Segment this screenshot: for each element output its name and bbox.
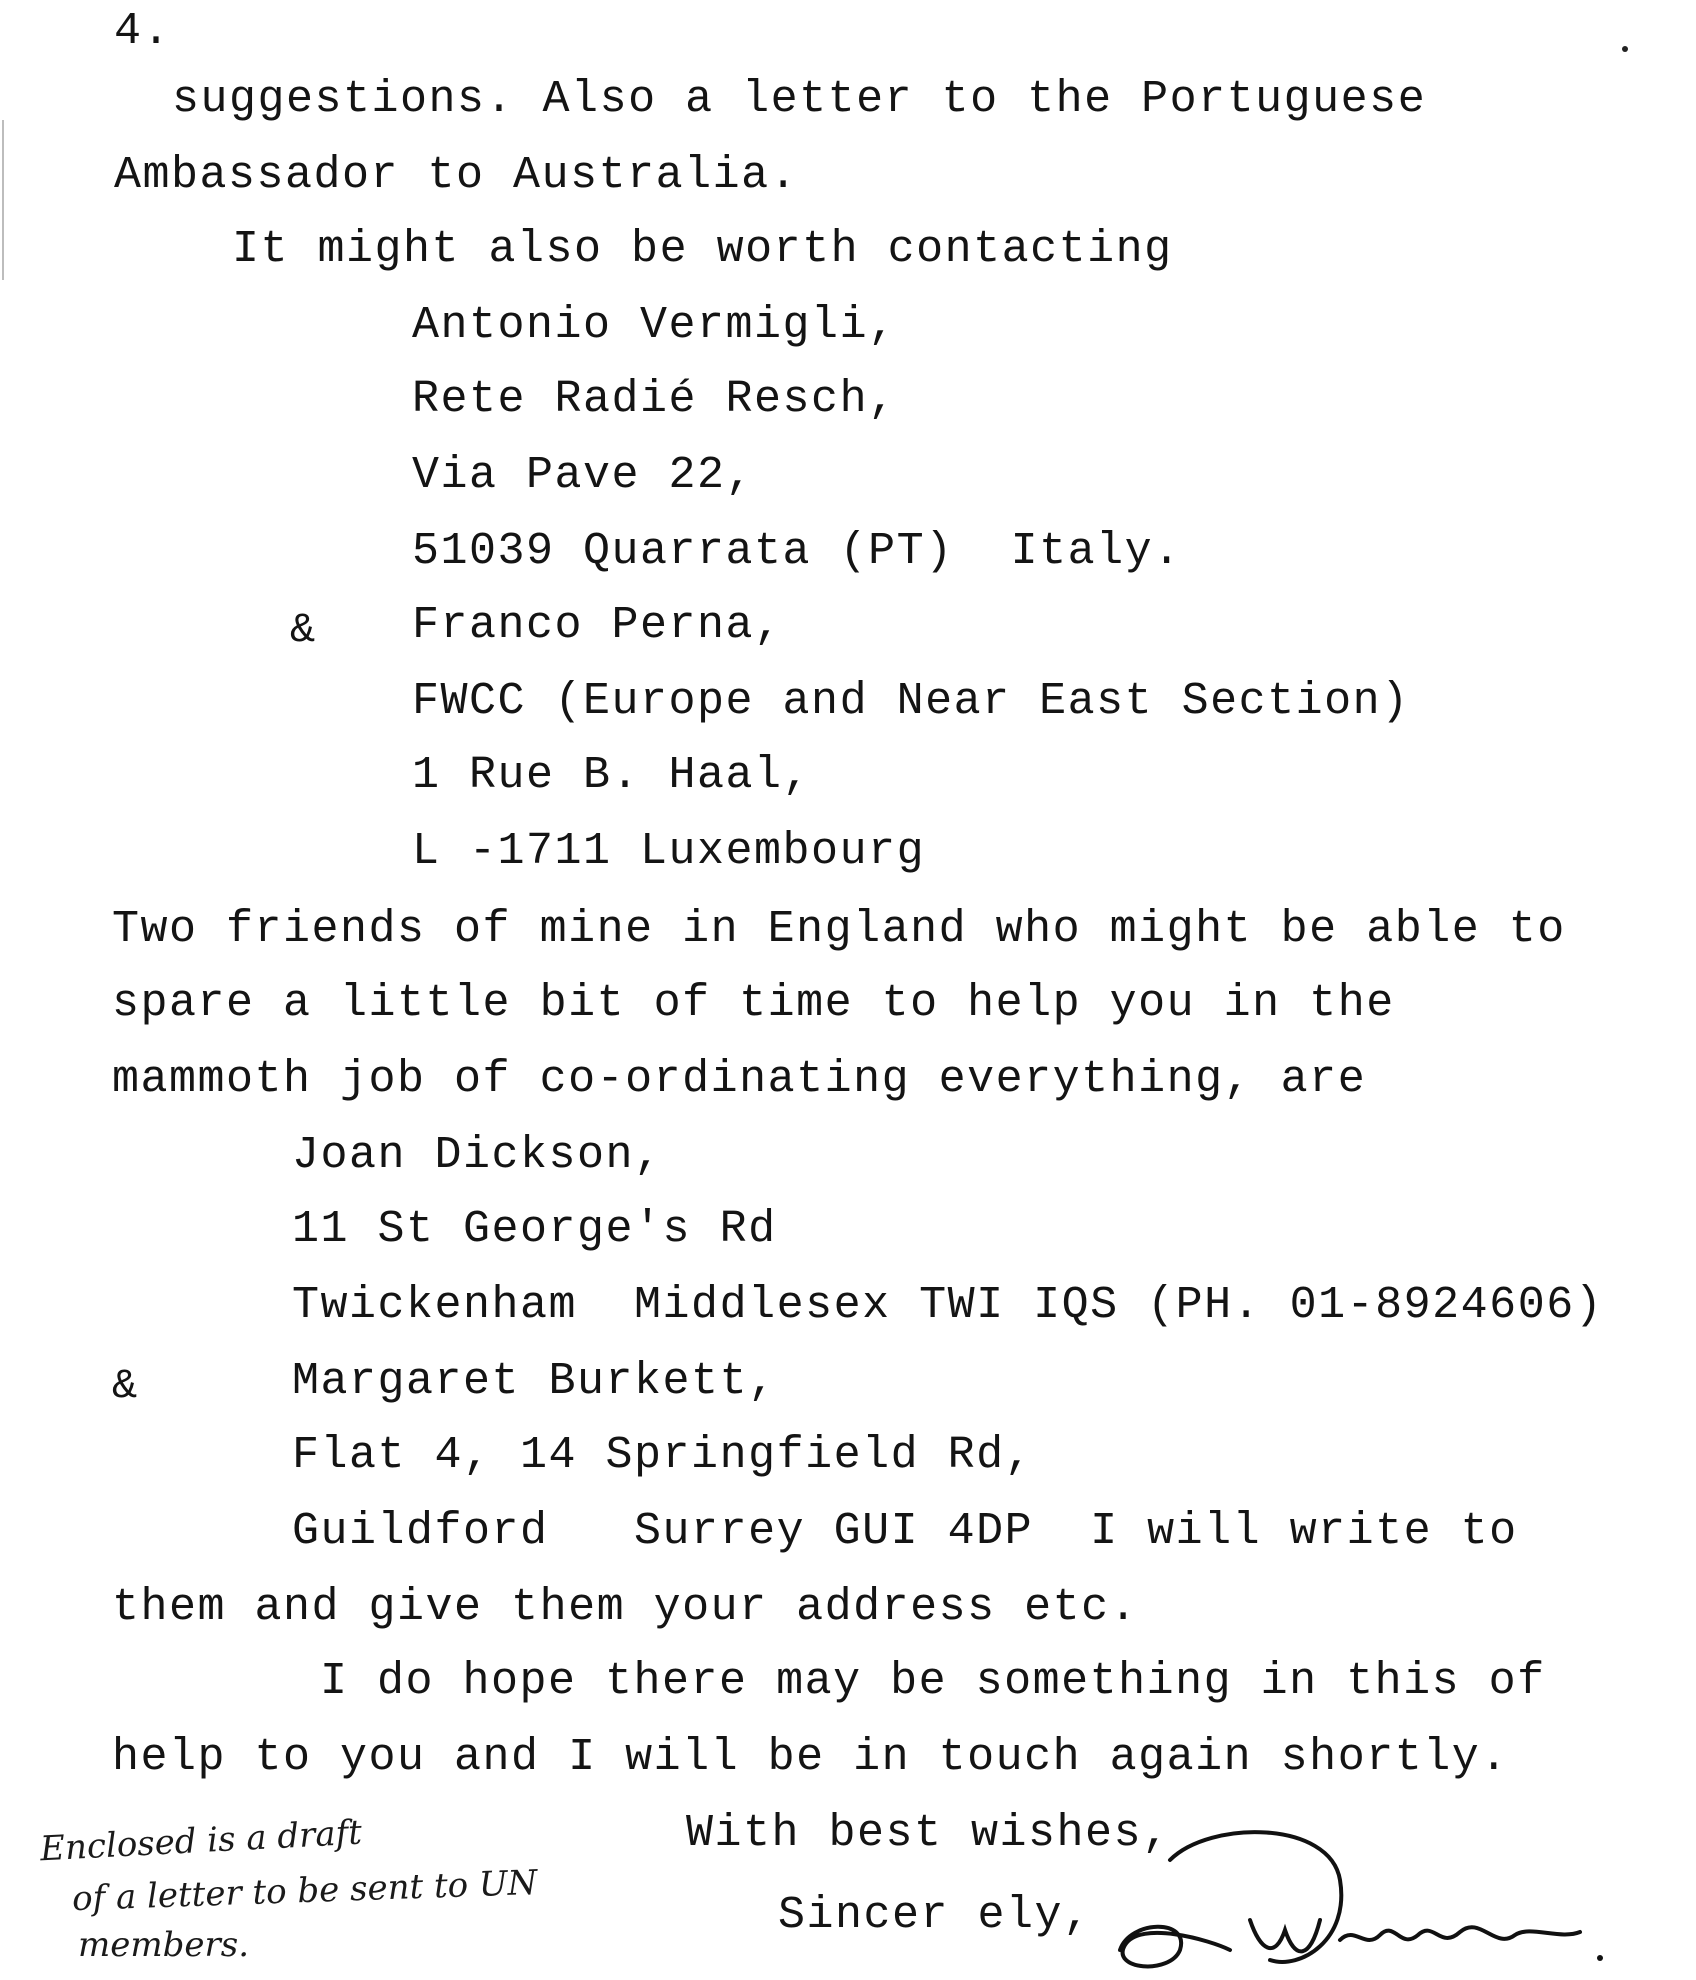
body-line-2: Ambassador to Australia. — [114, 150, 799, 201]
contact1-city: 51039 Quarrata (PT) Italy. — [412, 526, 1182, 577]
friends-line-2: spare a little bit of time to help you in the — [112, 978, 1395, 1029]
ampersand-2: & — [112, 1362, 138, 1410]
body-line-3: It might also be worth contacting — [232, 224, 1173, 275]
contact4-name: Margaret Burkett, — [292, 1356, 777, 1407]
handwritten-signature — [1100, 1800, 1620, 1980]
contact1-name: Antonio Vermigli, — [412, 300, 897, 351]
body-line-1: suggestions. Also a letter to the Portuguese — [172, 74, 1427, 125]
ampersand-1: & — [290, 606, 316, 654]
contact2-name: Franco Perna, — [412, 600, 783, 651]
contact3-name: Joan Dickson, — [292, 1130, 663, 1181]
handwritten-note-line-1: Enclosed is a draft — [39, 1812, 363, 1870]
closing-line-2: I do hope there may be something in this of — [320, 1656, 1546, 1707]
contact2-org: FWCC (Europe and Near East Section) — [412, 676, 1410, 727]
contact4-street: Flat 4, 14 Springfield Rd, — [292, 1430, 1034, 1481]
contact3-city: Twickenham Middlesex TWI IQS (PH. 01-8924606) — [292, 1280, 1604, 1331]
contact3-street: 11 St George's Rd — [292, 1204, 777, 1255]
ink-dot — [1622, 46, 1628, 52]
contact1-org: Rete Radié Resch, — [412, 374, 897, 425]
handwritten-note-line-3: members. — [78, 1925, 249, 1965]
friends-line-3: mammoth job of co-ordinating everything, are — [112, 1054, 1367, 1105]
contact1-street: Via Pave 22, — [412, 450, 755, 501]
contact2-city: L -1711 Luxembourg — [412, 826, 926, 877]
closing-wishes: With best wishes, — [686, 1808, 1171, 1859]
closing-line-3: help to you and I will be in touch again shortly. — [112, 1732, 1509, 1783]
contact4-city: Guildford Surrey GUI 4DP I will write to — [292, 1506, 1518, 1557]
page-number: 4. — [114, 6, 172, 57]
scan-edge-mark — [2, 120, 4, 280]
handwritten-note-line-2: of a letter to be sent to UN — [71, 1862, 538, 1920]
contact2-street: 1 Rue B. Haal, — [412, 750, 812, 801]
closing-sincerely: Sincer ely, — [778, 1890, 1092, 1941]
friends-line-1: Two friends of mine in England who might be able to — [112, 904, 1566, 955]
closing-line-1: them and give them your address etc. — [112, 1582, 1139, 1633]
